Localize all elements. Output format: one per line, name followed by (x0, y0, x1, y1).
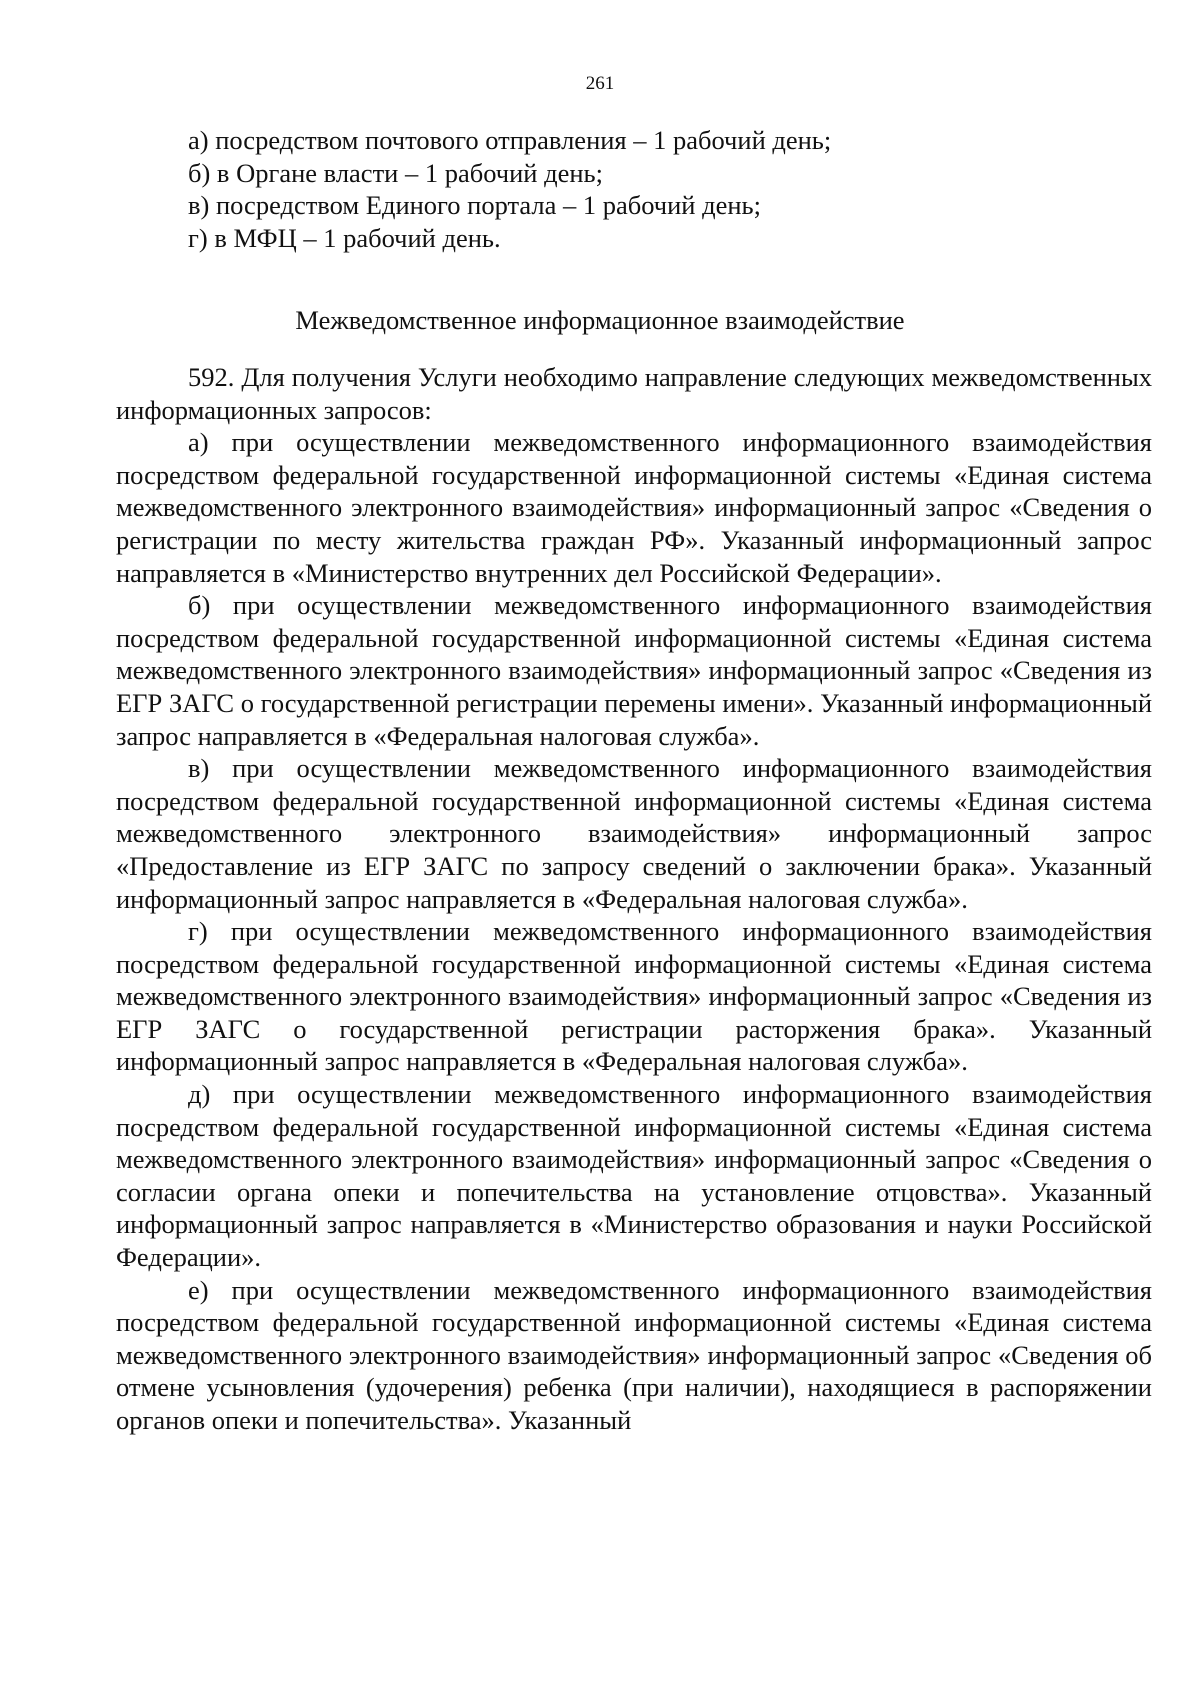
paragraph-request-a: а) при осуществлении межведомственного информационного взаимодействия посредством федеральной государственной информационной системы «Единая система межведомственного электронного взаимодействия» информационный запрос «Сведения о регистрации по месту жительства граждан РФ». Указанный информационный запрос направляется в «Министерство внутренних дел Российской Федерации». (116, 427, 1152, 588)
deadline-list (188, 124, 1088, 254)
body-text (116, 361, 1152, 1437)
paragraph-request-d: д) при осуществлении межведомственного информационного взаимодействия посредством федеральной государственной информационной системы «Единая система межведомственного электронного взаимодействия» информационный запрос «Сведения о согласии органа опеки и попечительства на установление отцовства». Указанный информационный запрос направляется в «Министерство образования и науки Российской Федерации». (116, 1079, 1152, 1273)
paragraph-request-e: е) при осуществлении межведомственного информационного взаимодействия посредством федеральной государственной информационной системы «Единая система межведомственного электронного взаимодействия» информационный запрос «Сведения об отмене усыновления (удочерения) ребенка (при наличии), находящиеся в распоряжении органов опеки и попечительства». Указанный (116, 1274, 1152, 1435)
paragraph-request-b: б) при осуществлении межведомственного информационного взаимодействия посредством федеральной государственной информационной системы «Единая система межведомственного электронного взаимодействия» информационный запрос «Сведения из ЕГР ЗАГС о государственной регистрации перемены имени». Указанный информационный запрос направляется в «Федеральная налоговая служба». (116, 590, 1152, 751)
section-heading: Межведомственное информационное взаимодействие (295, 305, 905, 335)
deadline-item-portal: в) посредством Единого портала – 1 рабочий день; (188, 190, 761, 221)
paragraph-592-intro: 592. Для получения Услуги необходимо направление следующих межведомственных информационных запросов: (116, 362, 1152, 425)
deadline-item-authority: б) в Органе власти – 1 рабочий день; (188, 157, 603, 188)
page-number: 261 (585, 73, 615, 94)
deadline-item-mfc: г) в МФЦ – 1 рабочий день. (188, 222, 501, 253)
paragraph-request-g: г) при осуществлении межведомственного информационного взаимодействия посредством федеральной государственной информационной системы «Единая система межведомственного электронного взаимодействия» информационный запрос «Сведения из ЕГР ЗАГС о государственной регистрации расторжения брака». Указанный информационный запрос направляется в «Федеральная налоговая служба». (116, 916, 1152, 1077)
deadline-item-post: а) посредством почтового отправления – 1 рабочий день; (188, 125, 832, 155)
paragraph-request-v: в) при осуществлении межведомственного информационного взаимодействия посредством федеральной государственной информационной системы «Единая система межведомственного электронного взаимодействия» информационный запрос «Предоставление из ЕГР ЗАГС по запросу сведений о заключении брака». Указанный информационный запрос направляется в «Федеральная налоговая служба». (116, 753, 1152, 914)
